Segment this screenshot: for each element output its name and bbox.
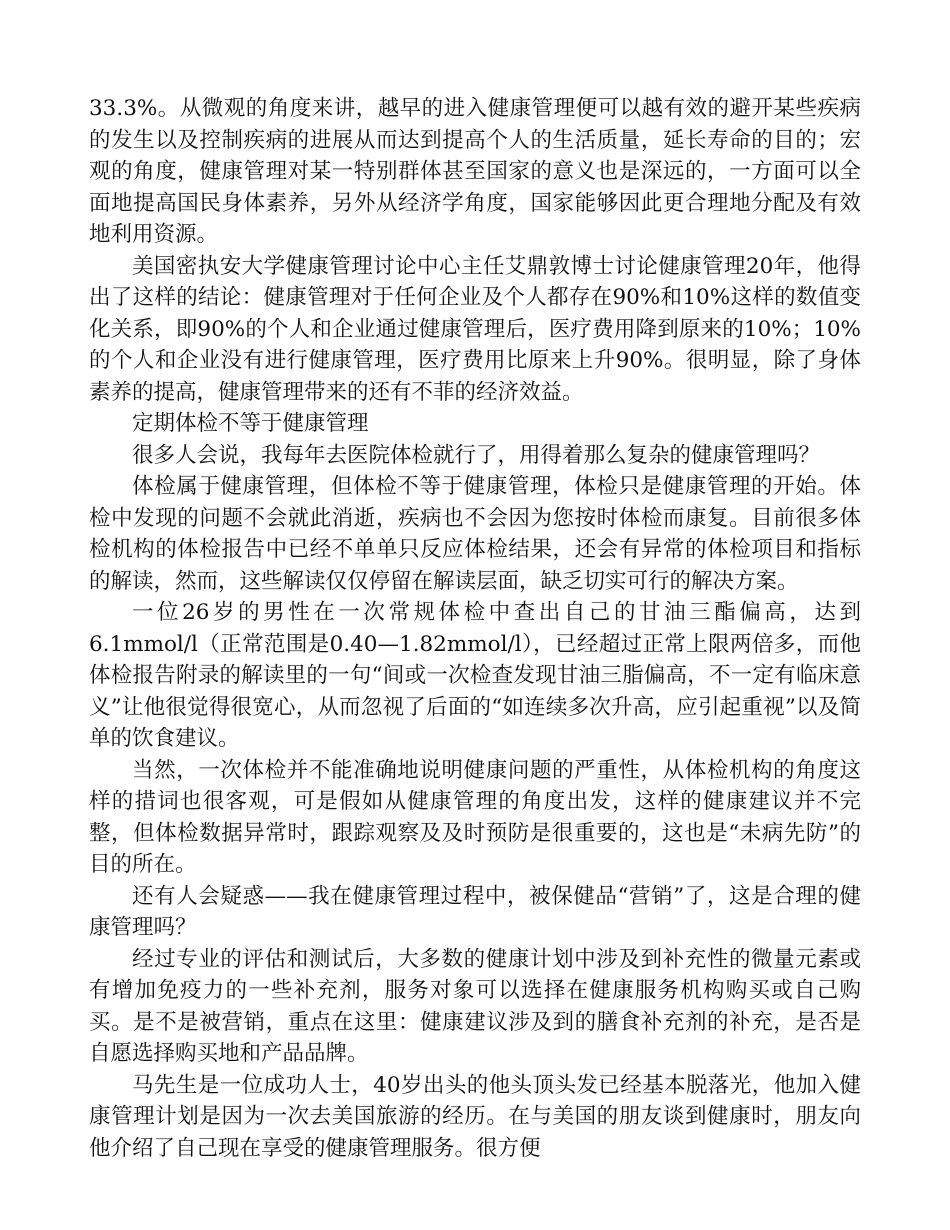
paragraph-8: 经过专业的评估和测试后，大多数的健康计划中涉及到补充性的微量元素或有增加免疫力的一些补充剂，服务对象可以选择在健康服务机构购买或自己购买。是不是被营销，重点在这里：健康建议涉及到的膳食补充剂的补充，是否是自愿选择购买地和产品品牌。 — [89, 946, 861, 1066]
paragraph-9: 马先生是一位成功人士，40岁出头的他头顶头发已经基本脱落光，他加入健康管理计划是因为一次去美国旅游的经历。在与美国的朋友谈到健康时，朋友向他介绍了自己现在享受的健康管理服务。很方便 — [89, 1072, 861, 1161]
section-heading: 定期体检不等于健康管理 — [132, 411, 369, 436]
paragraph-1: 33.3%。从微观的角度来讲，越早的进入健康管理便可以越有效的避开某些疾病的发生以及控制疾病的进展从而达到提高个人的生活质量，延长寿命的目的；宏观的角度，健康管理对某一特别群体甚至国家的意义也是深远的，一方面可以全面地提高国民身体素养，另外从经济学角度，国家能够因此更合理地分配及有效地利用资源。 — [89, 96, 861, 247]
paragraph-2: 美国密执安大学健康管理讨论中心主任艾鼎敦博士讨论健康管理20年，他得出了这样的结论：健康管理对于任何企业及个人都存在90%和10%这样的数值变化关系，即90%的个人和企业通过健康管理后，医疗费用降到原来的10%；10%的个人和企业没有进行健康管理，医疗费用比原来上升90%。很明显，除了身体素养的提高，健康管理带来的还有不菲的经济效益。 — [89, 253, 861, 405]
document-page — [89, 93, 861, 1164]
paragraph-4: 体检属于健康管理，但体检不等于健康管理，体检只是健康管理的开始。体检中发现的问题不会就此消逝，疾病也不会因为您按时体检而康复。目前很多体检机构的体检报告中已经不单单只反应体检结果，还会有异常的体检项目和指标的解读，然而，这些解读仅仅停留在解读层面，缺乏切实可行的解决方案。 — [89, 474, 861, 594]
paragraph-5: 一位26岁的男性在一次常规体检中查出自己的甘油三酯偏高，达到6.1mmol/l（正常范围是0.40—1.82mmol/l），已经超过正常上限两倍多，而他体检报告附录的解读里的一句“间或一次检查发现甘油三脂偏高，不一定有临床意义”让他很觉得很宽心，从而忽视了后面的“如连续多次升高，应引起重视”以及简单的饮食建议。 — [89, 600, 861, 751]
paragraph-7: 还有人会疑惑——我在健康管理过程中，被保健品“营销”了，这是合理的健康管理吗？ — [89, 883, 861, 940]
paragraph-6: 当然，一次体检并不能准确地说明健康问题的严重性，从体检机构的角度这样的措词也很客观，可是假如从健康管理的角度出发，这样的健康建议并不完整，但体检数据异常时，跟踪观察及及时预防是很重要的，这也是“未病先防”的目的所在。 — [89, 757, 861, 877]
paragraph-3: 很多人会说，我每年去医院体检就行了，用得着那么复杂的健康管理吗？ — [132, 442, 821, 468]
